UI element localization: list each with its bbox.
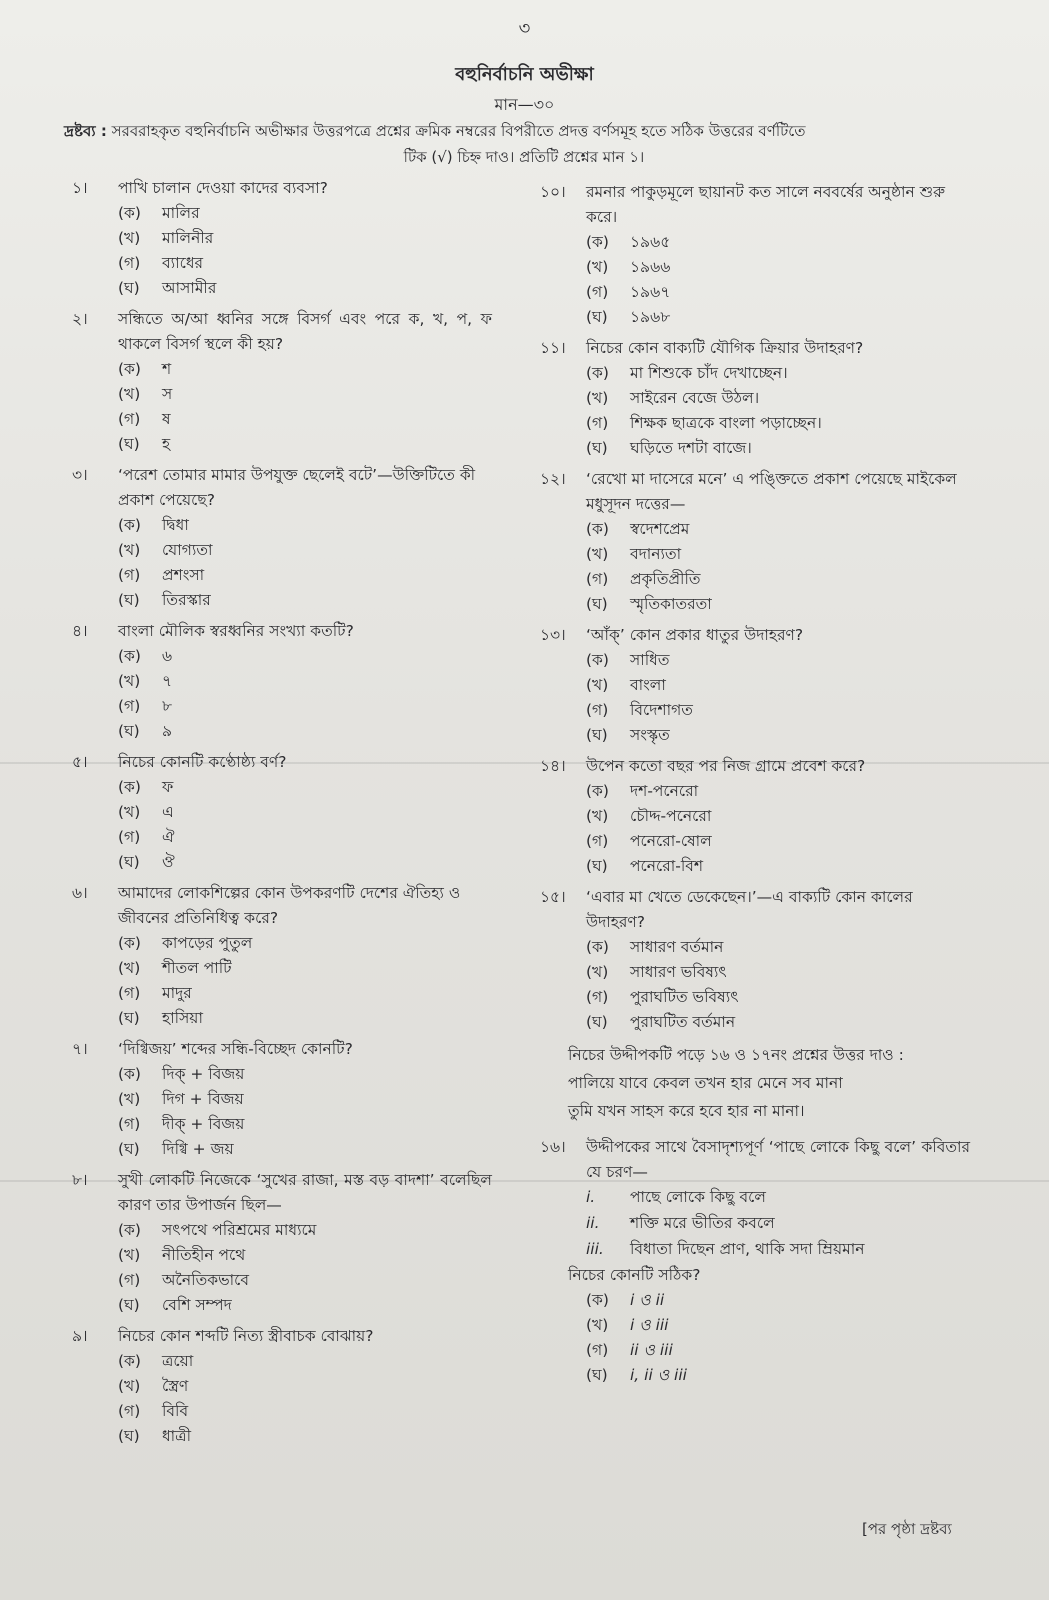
option: (ঘ) i, ii ও iii bbox=[586, 1366, 687, 1384]
question-number: ২। bbox=[72, 310, 88, 328]
question-number: ৬। bbox=[72, 884, 88, 902]
question-stem: ‘দিগ্বিজয়’ শব্দের সন্ধি-বিচ্ছেদ কোনটি? bbox=[118, 1040, 353, 1058]
question-11 bbox=[540, 336, 970, 461]
question-number: ৩। bbox=[72, 466, 88, 484]
question-16 bbox=[540, 1135, 970, 1388]
option: (গ) প্রকৃতিপ্রীতি bbox=[586, 570, 701, 588]
option: (খ) এ bbox=[118, 803, 174, 821]
stimulus-passage bbox=[540, 1041, 970, 1125]
option: (খ) চৌদ্দ-পনেরো bbox=[586, 807, 712, 825]
option: (খ) স bbox=[118, 385, 173, 403]
option: (গ) ৮ bbox=[118, 697, 173, 715]
question-stem: নিচের কোনটি কণ্ঠোষ্ঠ্য বর্ণ? bbox=[118, 753, 287, 771]
option: (ক) শ bbox=[118, 360, 172, 378]
option: (ক) ফ bbox=[118, 778, 174, 796]
next-page-note: [পর পৃষ্ঠা দ্রষ্টব্য bbox=[862, 1520, 952, 1538]
stimulus-line-1: পালিয়ে যাবে কেবল তখন হার মেনে সব মানা bbox=[568, 1074, 843, 1092]
question-2 bbox=[72, 307, 492, 457]
option: (ঘ) পনেরো-বিশ bbox=[586, 857, 704, 875]
question-number: ১৪। bbox=[540, 757, 566, 775]
question-number: ৫। bbox=[72, 753, 88, 771]
option: (ক) মা শিশুকে চাঁদ দেখাচ্ছেন। bbox=[586, 364, 788, 382]
question-13 bbox=[540, 623, 970, 748]
option: (খ) বদান্যতা bbox=[586, 545, 682, 563]
question-stem: ‘পরেশ তোমার মামার উপযুক্ত ছেলেই বটে’—উক্তিটিতে কী প্রকাশ পেয়েছে? bbox=[118, 466, 476, 509]
option: (গ) প্রশংসা bbox=[118, 566, 205, 584]
question-number: ৭। bbox=[72, 1040, 88, 1058]
question-10 bbox=[540, 180, 970, 330]
option: (গ) মাদুর bbox=[118, 984, 192, 1002]
option: (খ) মালিনীর bbox=[118, 229, 214, 247]
option: (ক) দিক্ + বিজয় bbox=[118, 1065, 245, 1083]
option: (গ) পনেরো-ষোল bbox=[586, 832, 712, 850]
option: (ক) স্বদেশপ্রেম bbox=[586, 520, 690, 538]
page-number: ৩ bbox=[518, 18, 531, 39]
question-number: ৯। bbox=[72, 1327, 88, 1345]
question-stem: রমনার পাকুড়মূলে ছায়ানট কত সালে নববর্ষের অনুষ্ঠান শুরু করে। bbox=[586, 183, 945, 226]
option: (ঘ) হ bbox=[118, 435, 171, 453]
option: (ঘ) ১৯৬৮ bbox=[586, 308, 671, 326]
question-number: ৪। bbox=[72, 622, 88, 640]
option: (খ) সাইরেন বেজে উঠল। bbox=[586, 389, 760, 407]
question-ask: নিচের কোনটি সঠিক? bbox=[568, 1266, 701, 1284]
instructions-line-1: সরবরাহকৃত বহুনির্বাচনি অভীক্ষার উত্তরপত্রে প্রশ্নের ক্রমিক নম্বরের বিপরীতে প্রদত্ত বর্ণসমূহ হতে সঠিক উত্তরের বর্ণটিতে bbox=[111, 122, 806, 140]
question-stem: বাংলা মৌলিক স্বরধ্বনির সংখ্যা কতটি? bbox=[118, 622, 354, 640]
option: (গ) ii ও iii bbox=[586, 1341, 673, 1359]
question-number: ১১। bbox=[540, 339, 566, 357]
question-number: ১০। bbox=[540, 183, 566, 201]
question-12 bbox=[540, 467, 970, 617]
question-7 bbox=[72, 1037, 492, 1162]
option: (ঘ) হাসিয়া bbox=[118, 1009, 203, 1027]
stimulus-line-2: তুমি যখন সাহস করে হবে হার না মানা। bbox=[568, 1102, 805, 1120]
question-stem: ‘রেখো মা দাসেরে মনে’ এ পঙ্ক্তিতে প্রকাশ পেয়েছে মাইকেল মধুসূদন দত্তের— bbox=[586, 470, 957, 513]
question-stem: আমাদের লোকশিল্পের কোন উপকরণটি দেশের ঐতিহ্য ও জীবনের প্রতিনিধিত্ব করে? bbox=[118, 884, 461, 927]
option: (গ) বিবি bbox=[118, 1402, 189, 1420]
stimulus-intro: নিচের উদ্দীপকটি পড়ে ১৬ ও ১৭নং প্রশ্নের উত্তর দাও : bbox=[568, 1046, 904, 1064]
option: (খ) বাংলা bbox=[586, 676, 666, 694]
question-stem: ‘এবার মা খেতে ডেকেছেন।’—এ বাক্যটি কোন কালের উদাহরণ? bbox=[586, 888, 913, 931]
option: (খ) i ও iii bbox=[586, 1316, 669, 1334]
option: (ঘ) ৯ bbox=[118, 722, 173, 740]
question-stem: উপেন কতো বছর পর নিজ গ্রামে প্রবেশ করে? bbox=[586, 757, 866, 775]
option: (ঘ) ধাত্রী bbox=[118, 1427, 192, 1445]
option: (গ) ব্যাধের bbox=[118, 254, 204, 272]
statement: i. পাছে লোকে কিছু বলে bbox=[586, 1188, 766, 1206]
question-15 bbox=[540, 885, 970, 1035]
question-stem: পাখি চালান দেওয়া কাদের ব্যবসা? bbox=[118, 179, 328, 197]
question-stem: উদ্দীপকের সাথে বৈসাদৃশ্যপূর্ণ ‘পাছে লোকে কিছু বলে’ কবিতার যে চরণ— bbox=[586, 1138, 970, 1181]
option: (ঘ) দিগ্বি + জয় bbox=[118, 1140, 234, 1158]
right-column bbox=[540, 180, 970, 1394]
option: (খ) শীতল পাটি bbox=[118, 959, 232, 977]
question-9 bbox=[72, 1324, 492, 1449]
question-stem: ‘আঁক্’ কোন প্রকার ধাতুর উদাহরণ? bbox=[586, 626, 804, 644]
question-number: ১৩। bbox=[540, 626, 566, 644]
option: (ঘ) আসামীর bbox=[118, 279, 217, 297]
option: (খ) দিগ + বিজয় bbox=[118, 1090, 244, 1108]
question-stem: সুখী লোকটি নিজেকে ‘সুখের রাজা, মস্ত বড় বাদশা’ বলেছিল কারণ তার উপার্জন ছিল— bbox=[118, 1171, 492, 1214]
total-marks: মান—৩০ bbox=[494, 95, 555, 114]
option: (গ) অনৈতিকভাবে bbox=[118, 1271, 249, 1289]
question-3 bbox=[72, 463, 492, 613]
option: (ঘ) বেশি সম্পদ bbox=[118, 1296, 232, 1314]
option: (ঘ) তিরস্কার bbox=[118, 591, 211, 609]
option: (খ) সাধারণ ভবিষ্যৎ bbox=[586, 963, 727, 981]
exam-title: বহুনির্বাচনি অভীক্ষা bbox=[455, 64, 594, 85]
left-column bbox=[72, 176, 492, 1455]
option: (ক) সৎপথে পরিশ্রমের মাধ্যমে bbox=[118, 1221, 317, 1239]
option: (ঘ) ঔ bbox=[118, 853, 175, 871]
question-stem: নিচের কোন বাক্যটি যৌগিক ক্রিয়ার উদাহরণ? bbox=[586, 339, 864, 357]
option: (ক) দ্বিধা bbox=[118, 516, 189, 534]
instructions-label: দ্রষ্টব্য : bbox=[64, 122, 107, 140]
option: (গ) ষ bbox=[118, 410, 171, 428]
option: (গ) পুরাঘটিত ভবিষ্যৎ bbox=[586, 988, 739, 1006]
question-4 bbox=[72, 619, 492, 744]
statement: iii. বিধাতা দিছেন প্রাণ, থাকি সদা ম্রিয়মান bbox=[586, 1240, 865, 1258]
question-number: ১৫। bbox=[540, 888, 566, 906]
option: (ক) i ও ii bbox=[586, 1291, 665, 1309]
option: (ক) মালির bbox=[118, 204, 200, 222]
option: (ঘ) স্মৃতিকাতরতা bbox=[586, 595, 712, 613]
option: (ক) কাপড়ের পুতুল bbox=[118, 934, 253, 952]
option: (খ) স্ত্রৈণ bbox=[118, 1377, 189, 1395]
question-number: ১। bbox=[72, 179, 88, 197]
option: (গ) বিদেশাগত bbox=[586, 701, 693, 719]
option: (ঘ) সংস্কৃত bbox=[586, 726, 670, 744]
option: (ক) ত্রয়ো bbox=[118, 1352, 194, 1370]
question-number: ৮। bbox=[72, 1171, 88, 1189]
option: (ক) সাধিত bbox=[586, 651, 670, 669]
option: (গ) ঐ bbox=[118, 828, 175, 846]
option: (খ) ১৯৬৬ bbox=[586, 258, 671, 276]
question-stem: নিচের কোন শব্দটি নিত্য স্ত্রীবাচক বোঝায়? bbox=[118, 1327, 374, 1345]
option: (ক) সাধারণ বর্তমান bbox=[586, 938, 724, 956]
option: (ক) ৬ bbox=[118, 647, 173, 665]
question-6 bbox=[72, 881, 492, 1031]
statement: ii. শক্তি মরে ভীতির কবলে bbox=[586, 1214, 775, 1232]
option: (খ) নীতিহীন পথে bbox=[118, 1246, 246, 1264]
option: (ঘ) পুরাঘটিত বর্তমান bbox=[586, 1013, 736, 1031]
instructions bbox=[64, 118, 984, 170]
question-5 bbox=[72, 750, 492, 875]
question-stem: সন্ধিতে অ/আ ধ্বনির সঙ্গে বিসর্গ এবং পরে ক, খ, প, ফ থাকলে বিসর্গ স্থলে কী হয়? bbox=[118, 310, 492, 353]
option: (খ) ৭ bbox=[118, 672, 173, 690]
option: (ঘ) ঘড়িতে দশটা বাজে। bbox=[586, 439, 752, 457]
question-number: ১৬। bbox=[540, 1138, 566, 1156]
option: (ক) দশ-পনেরো bbox=[586, 782, 699, 800]
option: (গ) শিক্ষক ছাত্রকে বাংলা পড়াচ্ছেন। bbox=[586, 414, 822, 432]
option: (খ) যোগ্যতা bbox=[118, 541, 213, 559]
question-8 bbox=[72, 1168, 492, 1318]
option: (ক) ১৯৬৫ bbox=[586, 233, 671, 251]
instructions-line-2: টিক (√) চিহ্ন দাও। প্রতিটি প্রশ্নের মান ১। bbox=[403, 148, 645, 166]
question-1 bbox=[72, 176, 492, 301]
question-number: ১২। bbox=[540, 470, 566, 488]
option: (গ) দীক্ + বিজয় bbox=[118, 1115, 245, 1133]
option: (গ) ১৯৬৭ bbox=[586, 283, 671, 301]
question-14 bbox=[540, 754, 970, 879]
